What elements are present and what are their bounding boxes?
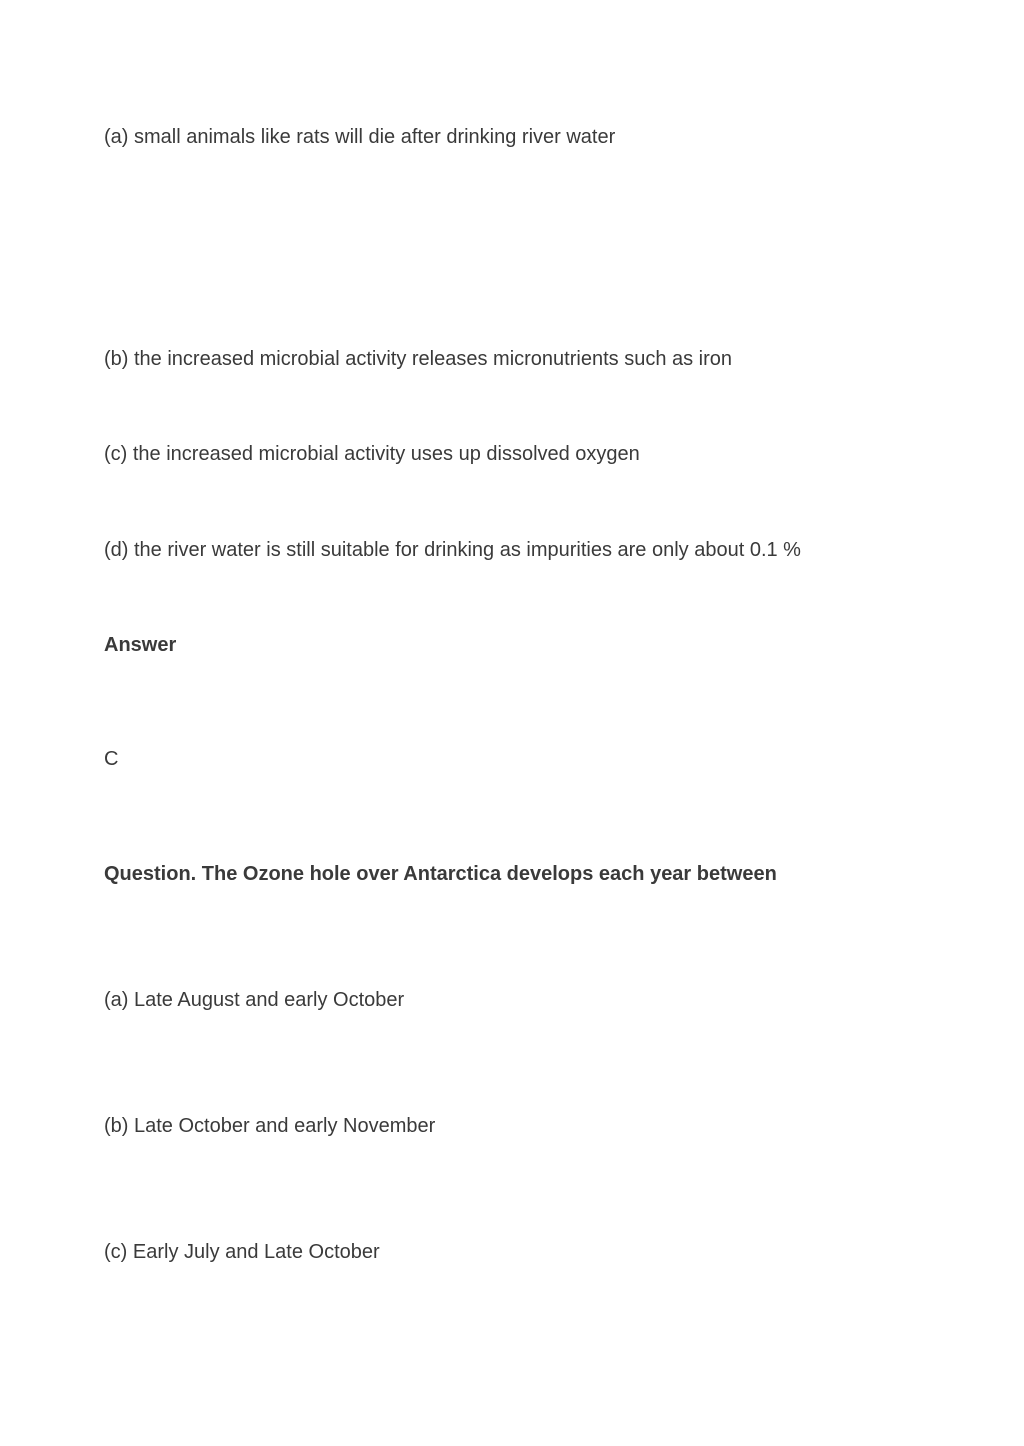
option-d-text: (d) the river water is still suitable for drinking as impurities are only about 0.1 % <box>104 539 801 561</box>
option-b-text: (b) the increased microbial activity releases micronutrients such as iron <box>104 348 733 370</box>
option-c-text: (c) the increased microbial activity uses up dissolved oxygen <box>104 443 640 465</box>
answer-heading: Answer <box>104 634 177 656</box>
question-option-a: (a) Late August and early October <box>104 989 405 1011</box>
question-option-b: (b) Late October and early November <box>104 1115 436 1137</box>
option-a-text: (a) small animals like rats will die after drinking river water <box>104 126 616 148</box>
question-heading: Question. The Ozone hole over Antarctica develops each year between <box>104 863 777 885</box>
answer-value: C <box>104 748 119 770</box>
question-option-c: (c) Early July and Late October <box>104 1241 380 1263</box>
